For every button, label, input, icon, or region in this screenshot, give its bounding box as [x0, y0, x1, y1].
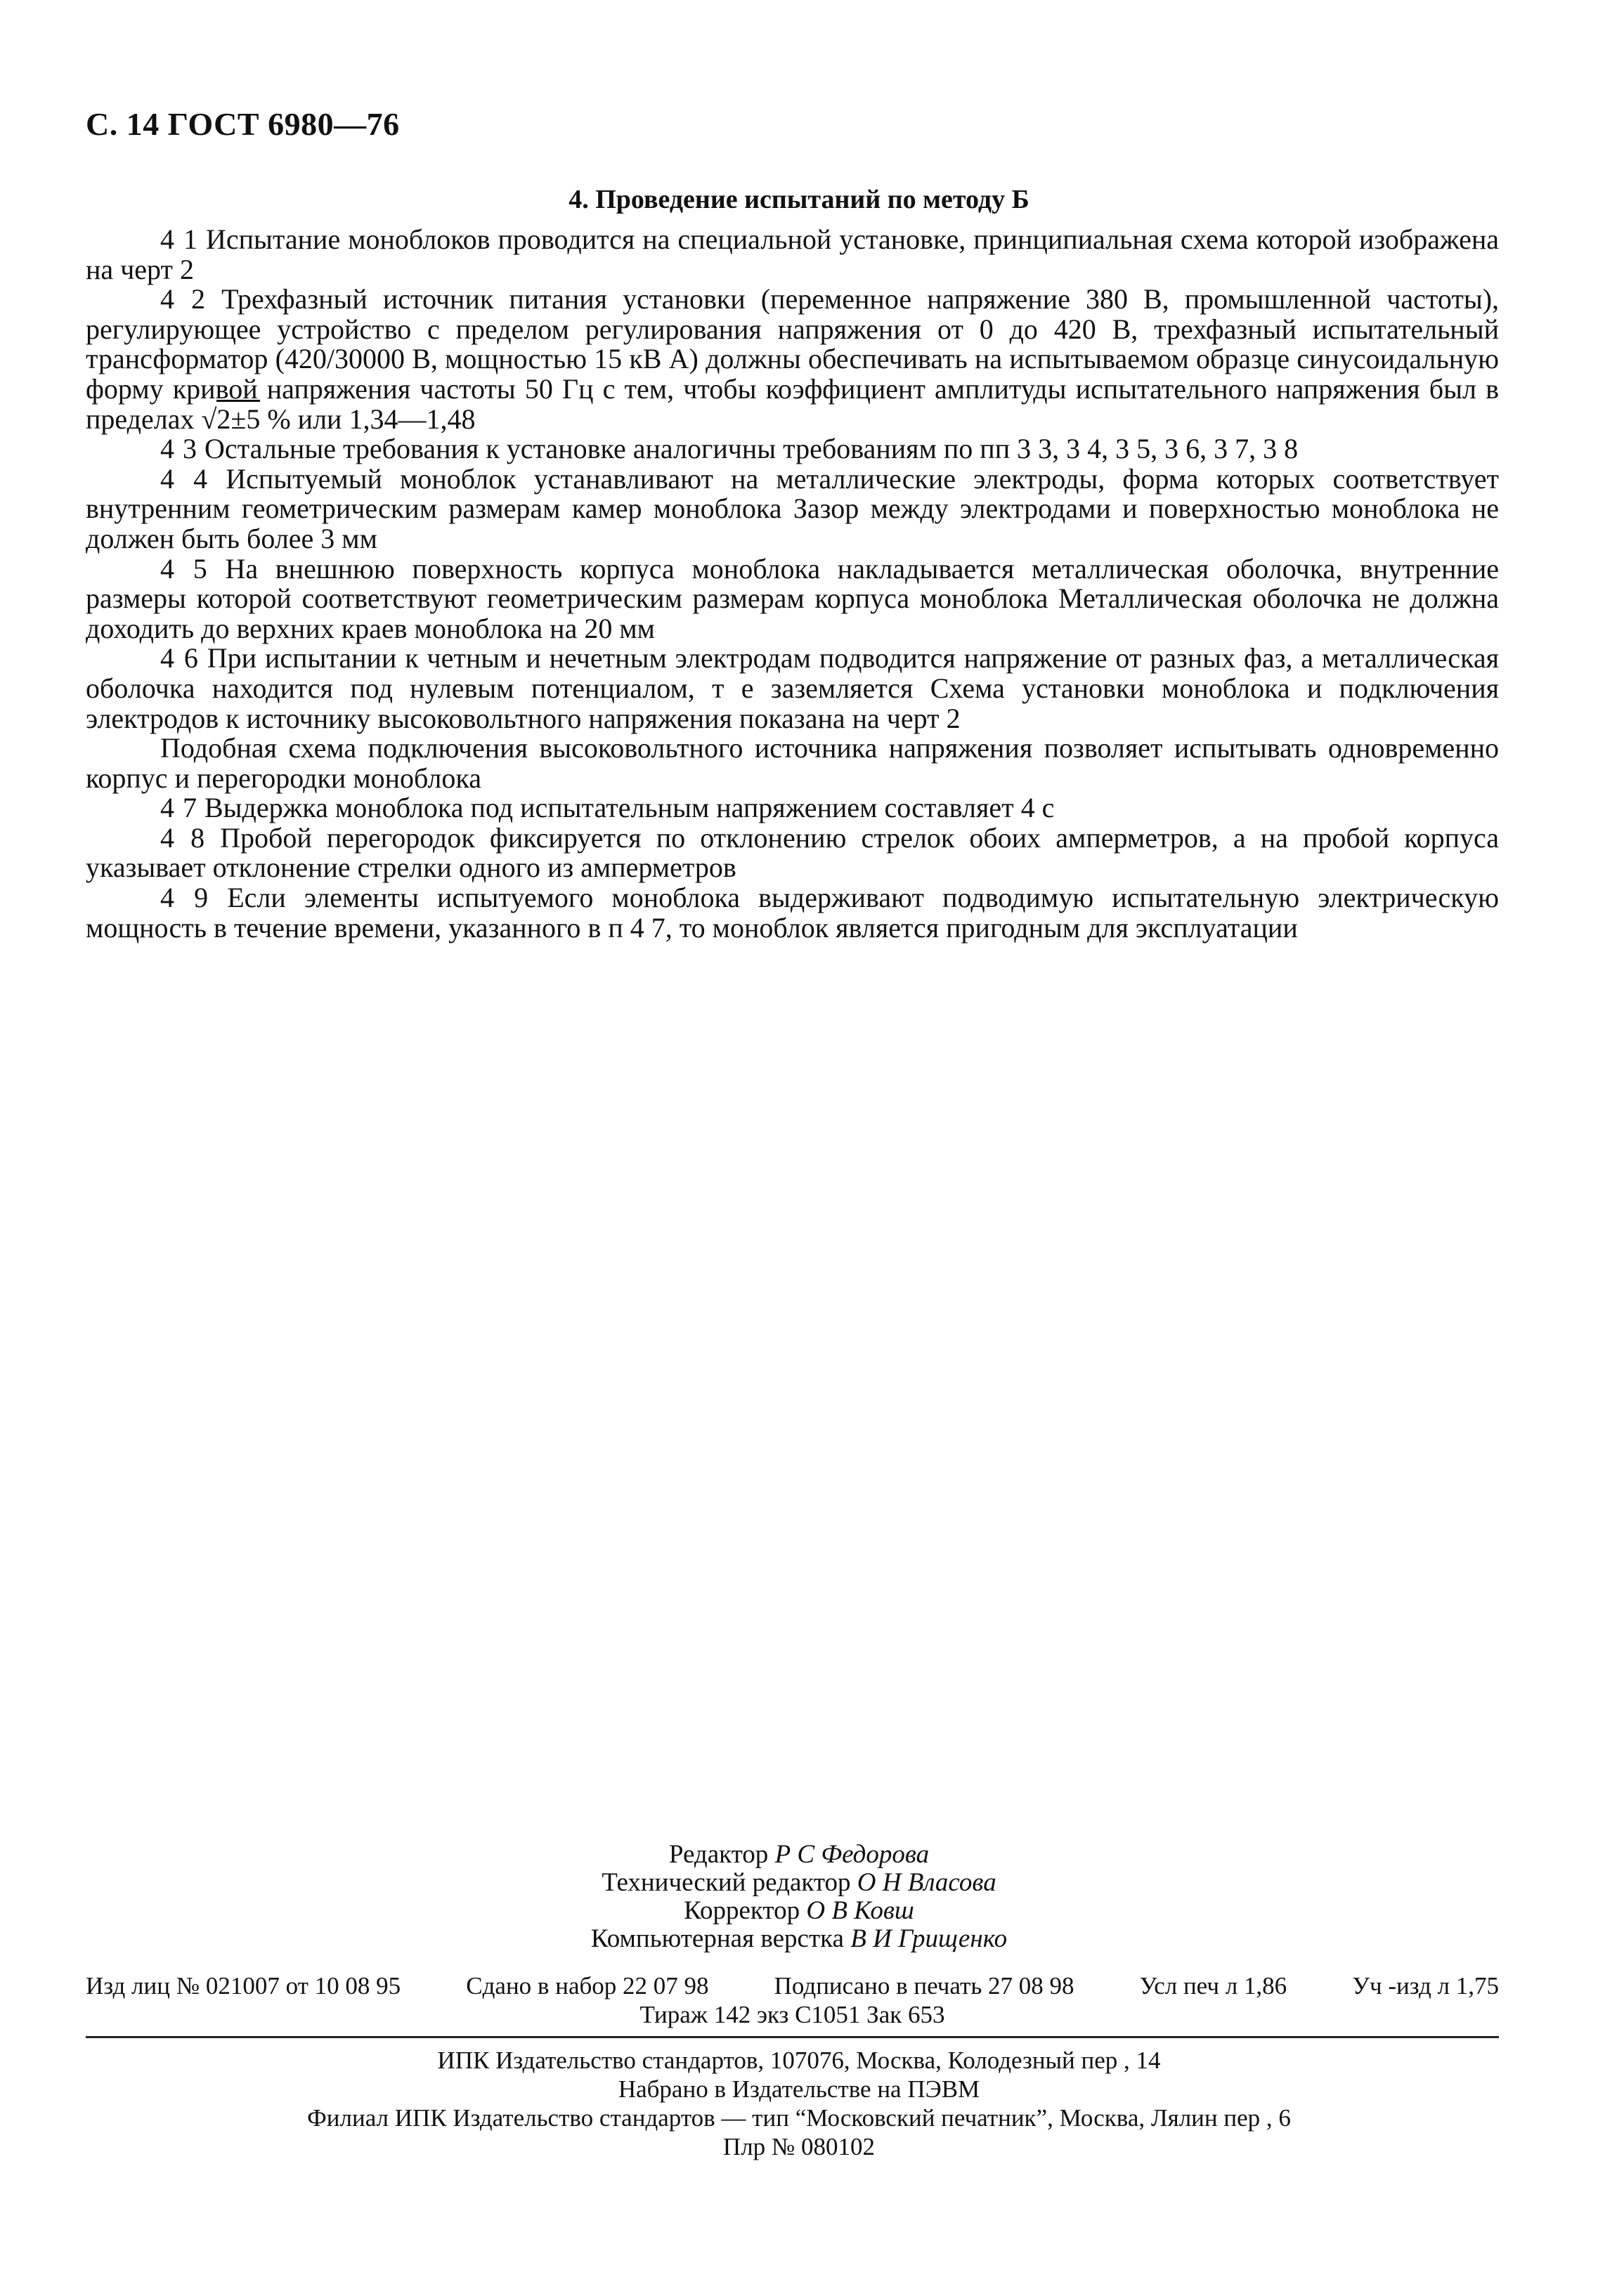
paragraph-text: Остальные требования к установке аналогичны требованиям по пп 3 3, 3 4, 3 5, 3 6, 3 7, 3 8 [204, 433, 1299, 465]
credit-technical-editor [0, 1869, 1598, 1897]
square-root-sign: √ [201, 403, 217, 435]
paragraph-text: Если элементы испытуемого моноблока выдерживают подводимую испытательную электрическую мощность в течение времени, указанного в п 4 7, то моноблок является пригодным для эксплуатации [86, 882, 1499, 944]
page-header: С. 14 ГОСТ 6980—76 [86, 106, 400, 142]
paragraph-number: 4 8 [160, 821, 206, 854]
divider-rule [86, 2036, 1499, 2038]
credit-name: О В Ковш [806, 1896, 914, 1925]
paragraph-number: 4 9 [160, 882, 209, 914]
editorial-credits [0, 1841, 1598, 1953]
credit-role: Редактор [668, 1840, 769, 1869]
paragraph-4-2 [86, 285, 1499, 434]
print-sheets: Усл печ л 1,86 [1139, 1972, 1287, 2000]
paragraph-text: Подобная схема подключения высоковольтного источника напряжения позволяет испытывать одновременно корпус и перегородки моноблока [86, 732, 1499, 794]
print-data [86, 1971, 1499, 2029]
paragraph-number: 4 1 [160, 223, 198, 255]
paragraph-4-1 [86, 225, 1499, 285]
publisher-line: Набрано в Издательстве на ПЭВМ [618, 2075, 980, 2103]
paragraph-text-tail: % или 1,34—1,48 [260, 403, 476, 435]
credit-role: Технический редактор [602, 1868, 851, 1897]
paragraph-4-6 [86, 644, 1499, 733]
credit-layout [0, 1925, 1598, 1953]
paragraph-text: При испытании к четным и нечетным электродам подводится напряжение от разных фаз, а металлическая оболочка находится под нулевым потенциалом, т е заземляется Схема установки моноблока и подключения электродов к источнику высоковольтного напряжения показана на черт 2 [86, 642, 1500, 734]
paragraph-number: 4 5 [160, 552, 208, 585]
set-date: Сдано в набор 22 07 98 [466, 1972, 709, 2000]
paragraph-text: Пробой перегородок фиксируется по отклонению стрелок обоих амперметров, а на пробой корпуса указывает отклонение стрелки одного из амперметров [86, 821, 1499, 884]
paragraph-4-9 [86, 883, 1499, 943]
signed-date: Подписано в печать 27 08 98 [774, 1972, 1074, 2000]
license-number: Изд лиц № 021007 от 10 08 95 [86, 1972, 401, 2000]
edit-sheets: Уч -изд л 1,75 [1352, 1972, 1499, 2000]
paragraph-text: Испытание моноблоков проводится на специальной установке, принципиальная схема которой изображена на черт 2 [86, 223, 1500, 285]
paragraph-number: 4 3 [160, 433, 197, 465]
paragraph-text: Выдержка моноблока под испытательным напряжением составляет 4 с [204, 792, 1055, 824]
publisher-line: Филиал ИПК Издательство стандартов — тип “Московский печатник”, Москва, Лялин пер , 6 [307, 2104, 1291, 2132]
paragraph-4-5 [86, 554, 1499, 644]
section-body [86, 225, 1499, 943]
publisher-info [0, 2046, 1598, 2161]
paragraph-number: 4 6 [160, 642, 199, 674]
square-root-argument: 2±5 [216, 400, 260, 435]
paragraph-continuation [86, 733, 1499, 793]
paragraph-text: На внешнюю поверхность корпуса моноблока накладывается металлическая оболочка, внутренние размеры которой соответствуют геометрическим размерам корпуса моноблока Металлическая оболочка не должна доходить до верхних краев моноблока на 20 мм [86, 552, 1499, 644]
credit-role: Корректор [684, 1896, 800, 1925]
paragraph-number: 4 7 [160, 792, 197, 824]
credit-name: О Н Власова [857, 1868, 996, 1897]
credit-proofreader [0, 1897, 1598, 1925]
credit-role: Компьютерная верстка [590, 1924, 844, 1953]
paragraph-4-4 [86, 464, 1499, 554]
section-heading: 4. Проведение испытаний по методу Б [569, 185, 1029, 214]
paragraph-4-3 [86, 434, 1499, 464]
print-data-row [86, 1971, 1499, 2000]
credit-editor [0, 1841, 1598, 1869]
paragraph-4-7 [86, 793, 1499, 823]
publisher-line: ИПК Издательство стандартов, 107076, Москва, Колодезный пер , 14 [437, 2047, 1161, 2074]
circulation: Тираж 142 экз С1051 Зак 653 [639, 2001, 945, 2028]
paragraph-text: Испытуемый моноблок устанавливают на металлические электроды, форма которых соответствует внутренним геометрическим размерам камер моноблока Зазор между электродами и поверхностью моноблока не должен быть более 3 мм [86, 462, 1500, 554]
paragraph-number: 4 2 [160, 283, 207, 315]
paragraph-number: 4 4 [160, 462, 209, 495]
credit-name: В И Грищенко [850, 1924, 1008, 1953]
credit-name: Р С Федорова [774, 1840, 930, 1869]
paragraph-text: Трехфазный источник питания установки (переменное напряжение 380 В, промышленной частоты), регулирующее устройство с пределом регулирования напряжения от 0 до 420 В, трехфазный испытательный трансформатор (420/30000 В, мощностью 15 кВ А) должны обеспечивать на испытываемом образце синусоидальную форму кривой напряжения частоты 50 Гц с тем, чтобы коэффициент амплитуды испытательного напряжения был в пределах [86, 283, 1500, 435]
paragraph-4-8 [86, 823, 1499, 883]
publisher-line: Плр № 080102 [722, 2133, 876, 2160]
